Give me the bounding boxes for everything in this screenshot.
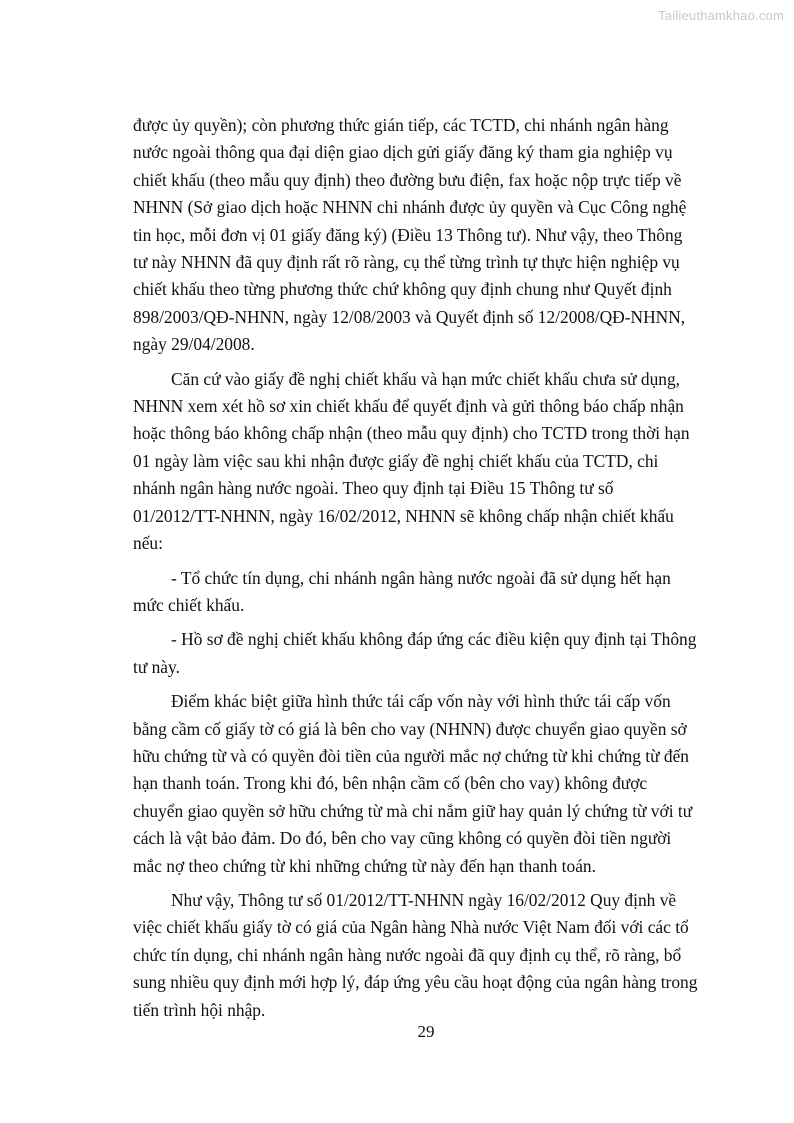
paragraph-1: được ủy quyền); còn phương thức gián tiếp, các TCTD, chi nhánh ngân hàng nước ngoài thông qua đại diện giao dịch gửi giấy đăng ký tham gia nghiệp vụ chiết khấu (theo mẫu quy định) theo đường bưu điện, fax hoặc nộp trực tiếp về NHNN (Sở giao dịch hoặc NHNN chi nhánh được ủy quyền và Cục Công nghệ tin học, mỗi đơn vị 01 giấy đăng ký) (Điều 13 Thông tư). Như vậy, theo Thông tư này NHNN đã quy định rất rõ ràng, cụ thể từng trình tự thực hiện nghiệp vụ chiết khấu theo từng phương thức chứ không quy định chung như Quyết định 898/2003/QĐ-NHNN, ngày 12/08/2003 và Quyết định số 12/2008/QĐ-NHNN, ngày 29/04/2008.	[133, 115, 687, 355]
paragraph-3: Điểm khác biệt giữa hình thức tái cấp vốn này với hình thức tái cấp vốn bằng cầm cố giấy tờ có giá là bên cho vay (NHNN) được chuyển giao quyền sở hữu chứng từ và có quyền đòi tiền của người mắc nợ chứng từ khi chứng từ đến hạn thanh toán. Trong khi đó, bên nhận cầm cố (bên cho vay) không được chuyển giao quyền sở hữu chứng từ mà chỉ nắm giữ hay quản lý chứng từ với tư cách là vật bảo đảm. Do đó, bên cho vay cũng không có quyền đòi tiền người mắc nợ theo chứng từ khi những chứng từ này đến hạn thanh toán.	[133, 691, 693, 876]
watermark: Tailieuthamkhao.com	[658, 8, 784, 23]
page-number: 29	[417, 1022, 435, 1041]
paragraph-4: Như vậy, Thông tư số 01/2012/TT-NHNN ngày 16/02/2012 Quy định về việc chiết khấu giấy tờ có giá của Ngân hàng Nhà nước Việt Nam đối với các tổ chức tín dụng, chi nhánh ngân hàng nước ngoài đã quy định cụ thể, rõ ràng, bổ sung nhiều quy định mới hợp lý, đáp ứng yêu cầu hoạt động của ngân hàng trong tiến trình hội nhập.	[133, 889, 698, 1020]
list-item-2: - Hồ sơ đề nghị chiết khấu không đáp ứng các điều kiện quy định tại Thông tư này.	[133, 629, 697, 677]
document-body	[133, 112, 718, 1031]
paragraph-2: Căn cứ vào giấy đề nghị chiết khấu và hạn mức chiết khấu chưa sử dụng, NHNN xem xét hồ sơ xin chiết khấu để quyết định và gửi thông báo chấp nhận hoặc thông báo không chấp nhận (theo mẫu quy định) cho TCTD trong thời hạn 01 ngày làm việc sau khi nhận được giấy đề nghị chiết khấu của TCTD, chi nhánh ngân hàng nước ngoài. Theo quy định tại Điều 15 Thông tư số 01/2012/TT-NHNN, ngày 16/02/2012, NHNN sẽ không chấp nhận chiết khấu nếu:	[133, 368, 690, 554]
list-item-1: - Tổ chức tín dụng, chi nhánh ngân hàng nước ngoài đã sử dụng hết hạn mức chiết khấu.	[133, 567, 671, 615]
